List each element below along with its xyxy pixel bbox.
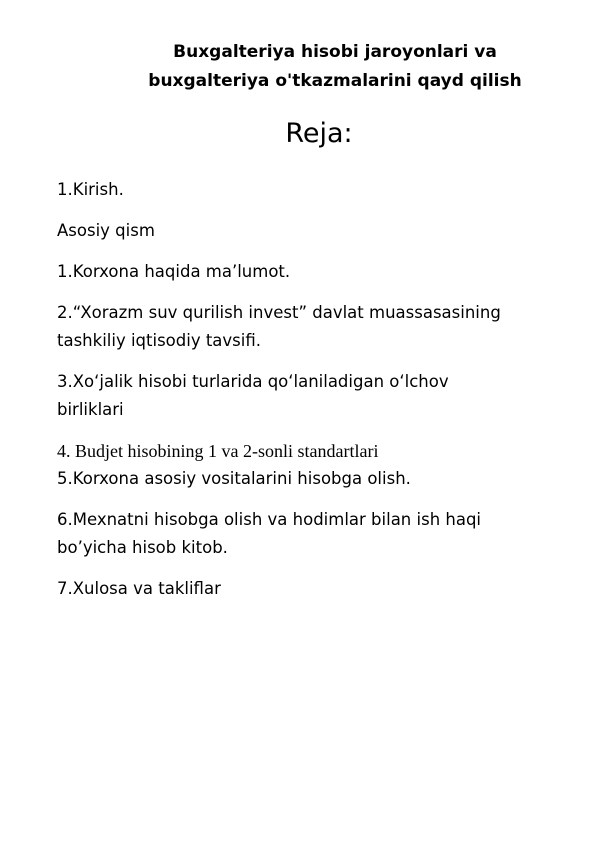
document-title [130,38,540,96]
plan-item-5: 5.Korxona asosiy vositalarini hisobga olish. [57,469,411,488]
plan-item-1: 1.Korxona haqida ma’lumot. [57,262,291,281]
plan-section-main: Asosiy qism [57,221,155,240]
plan-heading: Reja: [285,118,353,149]
plan-item-2-cont: tashkiliy iqtisodiy tavsifi. [57,331,261,350]
plan-item-3: 3.Xoʻjalik hisobi turlarida qoʻlaniladigan oʻlchov [57,372,449,391]
plan-list [57,176,557,603]
plan-item-4: 4. Budjet hisobining 1 va 2-sonli standartlari [57,441,379,461]
plan-item-3-cont: birliklari [57,400,124,419]
title-line-1: Buxgalteriya hisobi jaroyonlari va [173,42,497,62]
title-line-2: buxgalteriya o'tkazmalarini qayd qilish [148,71,522,91]
plan-item-7: 7.Xulosa va takliflar [57,579,221,598]
plan-item-2: 2.“Xorazm suv qurilish invest” davlat muassasasining [57,303,501,322]
plan-item-6: 6.Mexnatni hisobga olish va hodimlar bilan ish haqi [57,510,482,529]
plan-item-6-cont: bo’yicha hisob kitob. [57,538,228,557]
plan-item-intro: 1.Kirish. [57,180,124,199]
